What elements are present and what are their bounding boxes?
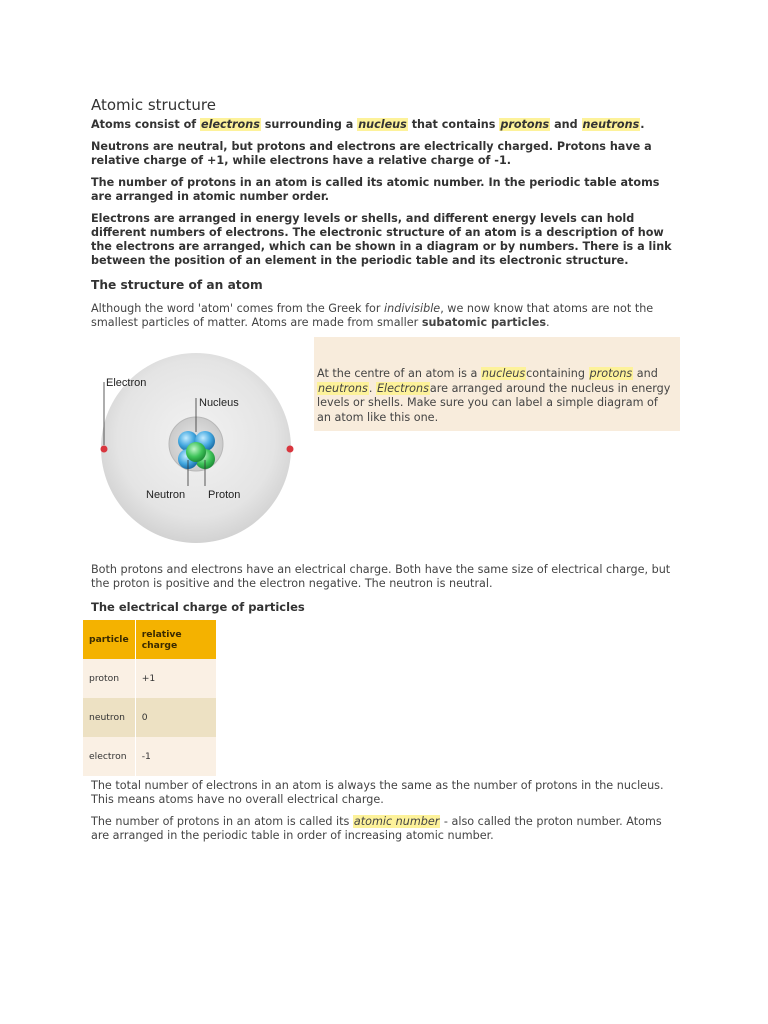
atomic-number-paragraph: The number of protons in an atom is called its atomic number. In the periodic table atoms are arranged in atomic number order.	[91, 176, 660, 203]
text: are arranged around the nucleus in energy levels or shells. Make sure you can label a simple diagram of an atom like this one.	[317, 381, 671, 424]
highlight-nucleus: nucleus	[358, 118, 407, 131]
info-box	[314, 337, 680, 431]
cell-particle: neutron	[83, 698, 135, 737]
table-header-row	[83, 620, 216, 659]
electron-shells-paragraph: Electrons are arranged in energy levels or shells, and different energy levels can hold different numbers of electrons. The electronic structure of an atom is a description of how the electrons are arranged, which can be shown in a diagram or by numbers. There is a link between the position of an element in the periodic table and its electronic structure.	[91, 212, 672, 267]
info-box-text	[317, 367, 673, 425]
header-relative-charge: relative charge	[135, 620, 216, 659]
section-heading-structure: The structure of an atom	[91, 278, 263, 292]
electron-particle	[101, 446, 108, 453]
highlight-protons: protons	[589, 367, 633, 380]
bold-subatomic-particles: subatomic particles	[421, 316, 547, 329]
cell-particle: electron	[83, 737, 135, 776]
text: that contains	[407, 118, 500, 131]
highlight-electrons: electrons	[201, 118, 260, 131]
charge-table	[83, 620, 216, 776]
highlight-neutrons: neutrons	[582, 118, 640, 131]
label-nucleus: Nucleus	[199, 397, 239, 409]
text: containing	[526, 367, 589, 380]
label-electron: Electron	[106, 377, 147, 389]
italic-indivisible: indivisible	[384, 302, 441, 315]
highlight-atomic-number: atomic number	[353, 815, 440, 828]
text: .	[546, 316, 550, 329]
cell-particle: proton	[83, 659, 135, 698]
text: The number of protons in an atom is called its	[91, 815, 353, 828]
text: Atoms consist of	[91, 118, 201, 131]
table-row	[83, 698, 216, 737]
atom-diagram	[96, 348, 301, 548]
text: surrounding a	[260, 118, 358, 131]
header-particle: particle	[83, 620, 135, 659]
text: - also called the proton number. Atoms are arranged in the periodic table in order of increasing atomic number.	[91, 815, 662, 842]
text: At the centre of an atom is a	[317, 367, 481, 380]
table-row	[83, 737, 216, 776]
text: , we now know that atoms are not the smallest particles of matter. Atoms are made from smaller	[91, 302, 654, 329]
neutral-atom-paragraph: The total number of electrons in an atom is always the same as the number of protons in the nucleus. This means atoms have no overall electrical charge.	[91, 779, 664, 806]
table-row	[83, 659, 216, 698]
proton-particle	[186, 442, 206, 462]
label-neutron: Neutron	[146, 489, 186, 501]
highlight-electrons: Electrons	[376, 381, 429, 395]
electron-particle	[287, 446, 294, 453]
cell-charge: +1	[135, 659, 216, 698]
text: and	[633, 367, 658, 380]
text: and	[550, 118, 582, 131]
cell-charge: 0	[135, 698, 216, 737]
text: .	[640, 118, 645, 131]
label-proton: Proton	[208, 489, 241, 501]
text: Although the word 'atom' comes from the Greek for	[91, 302, 385, 315]
highlight-neutrons: neutrons	[318, 381, 368, 395]
highlight-nucleus: nucleus	[481, 367, 526, 380]
text: .	[368, 381, 376, 395]
page-title: Atomic structure	[91, 96, 216, 114]
charge-paragraph: Neutrons are neutral, but protons and electrons are electrically charged. Protons have a relative charge of +1, while electrons have a relative charge of -1.	[91, 140, 652, 167]
structure-intro-paragraph	[91, 302, 681, 330]
proton-number-paragraph	[91, 815, 683, 843]
charge-comparison-paragraph: Both protons and electrons have an electrical charge. Both have the same size of electrical charge, but the proton is positive and the electron negative. The neutron is neutral.	[91, 563, 671, 590]
intro-paragraph	[91, 118, 691, 132]
highlight-protons: protons	[500, 118, 550, 131]
table-caption: The electrical charge of particles	[91, 600, 305, 614]
cell-charge: -1	[135, 737, 216, 776]
